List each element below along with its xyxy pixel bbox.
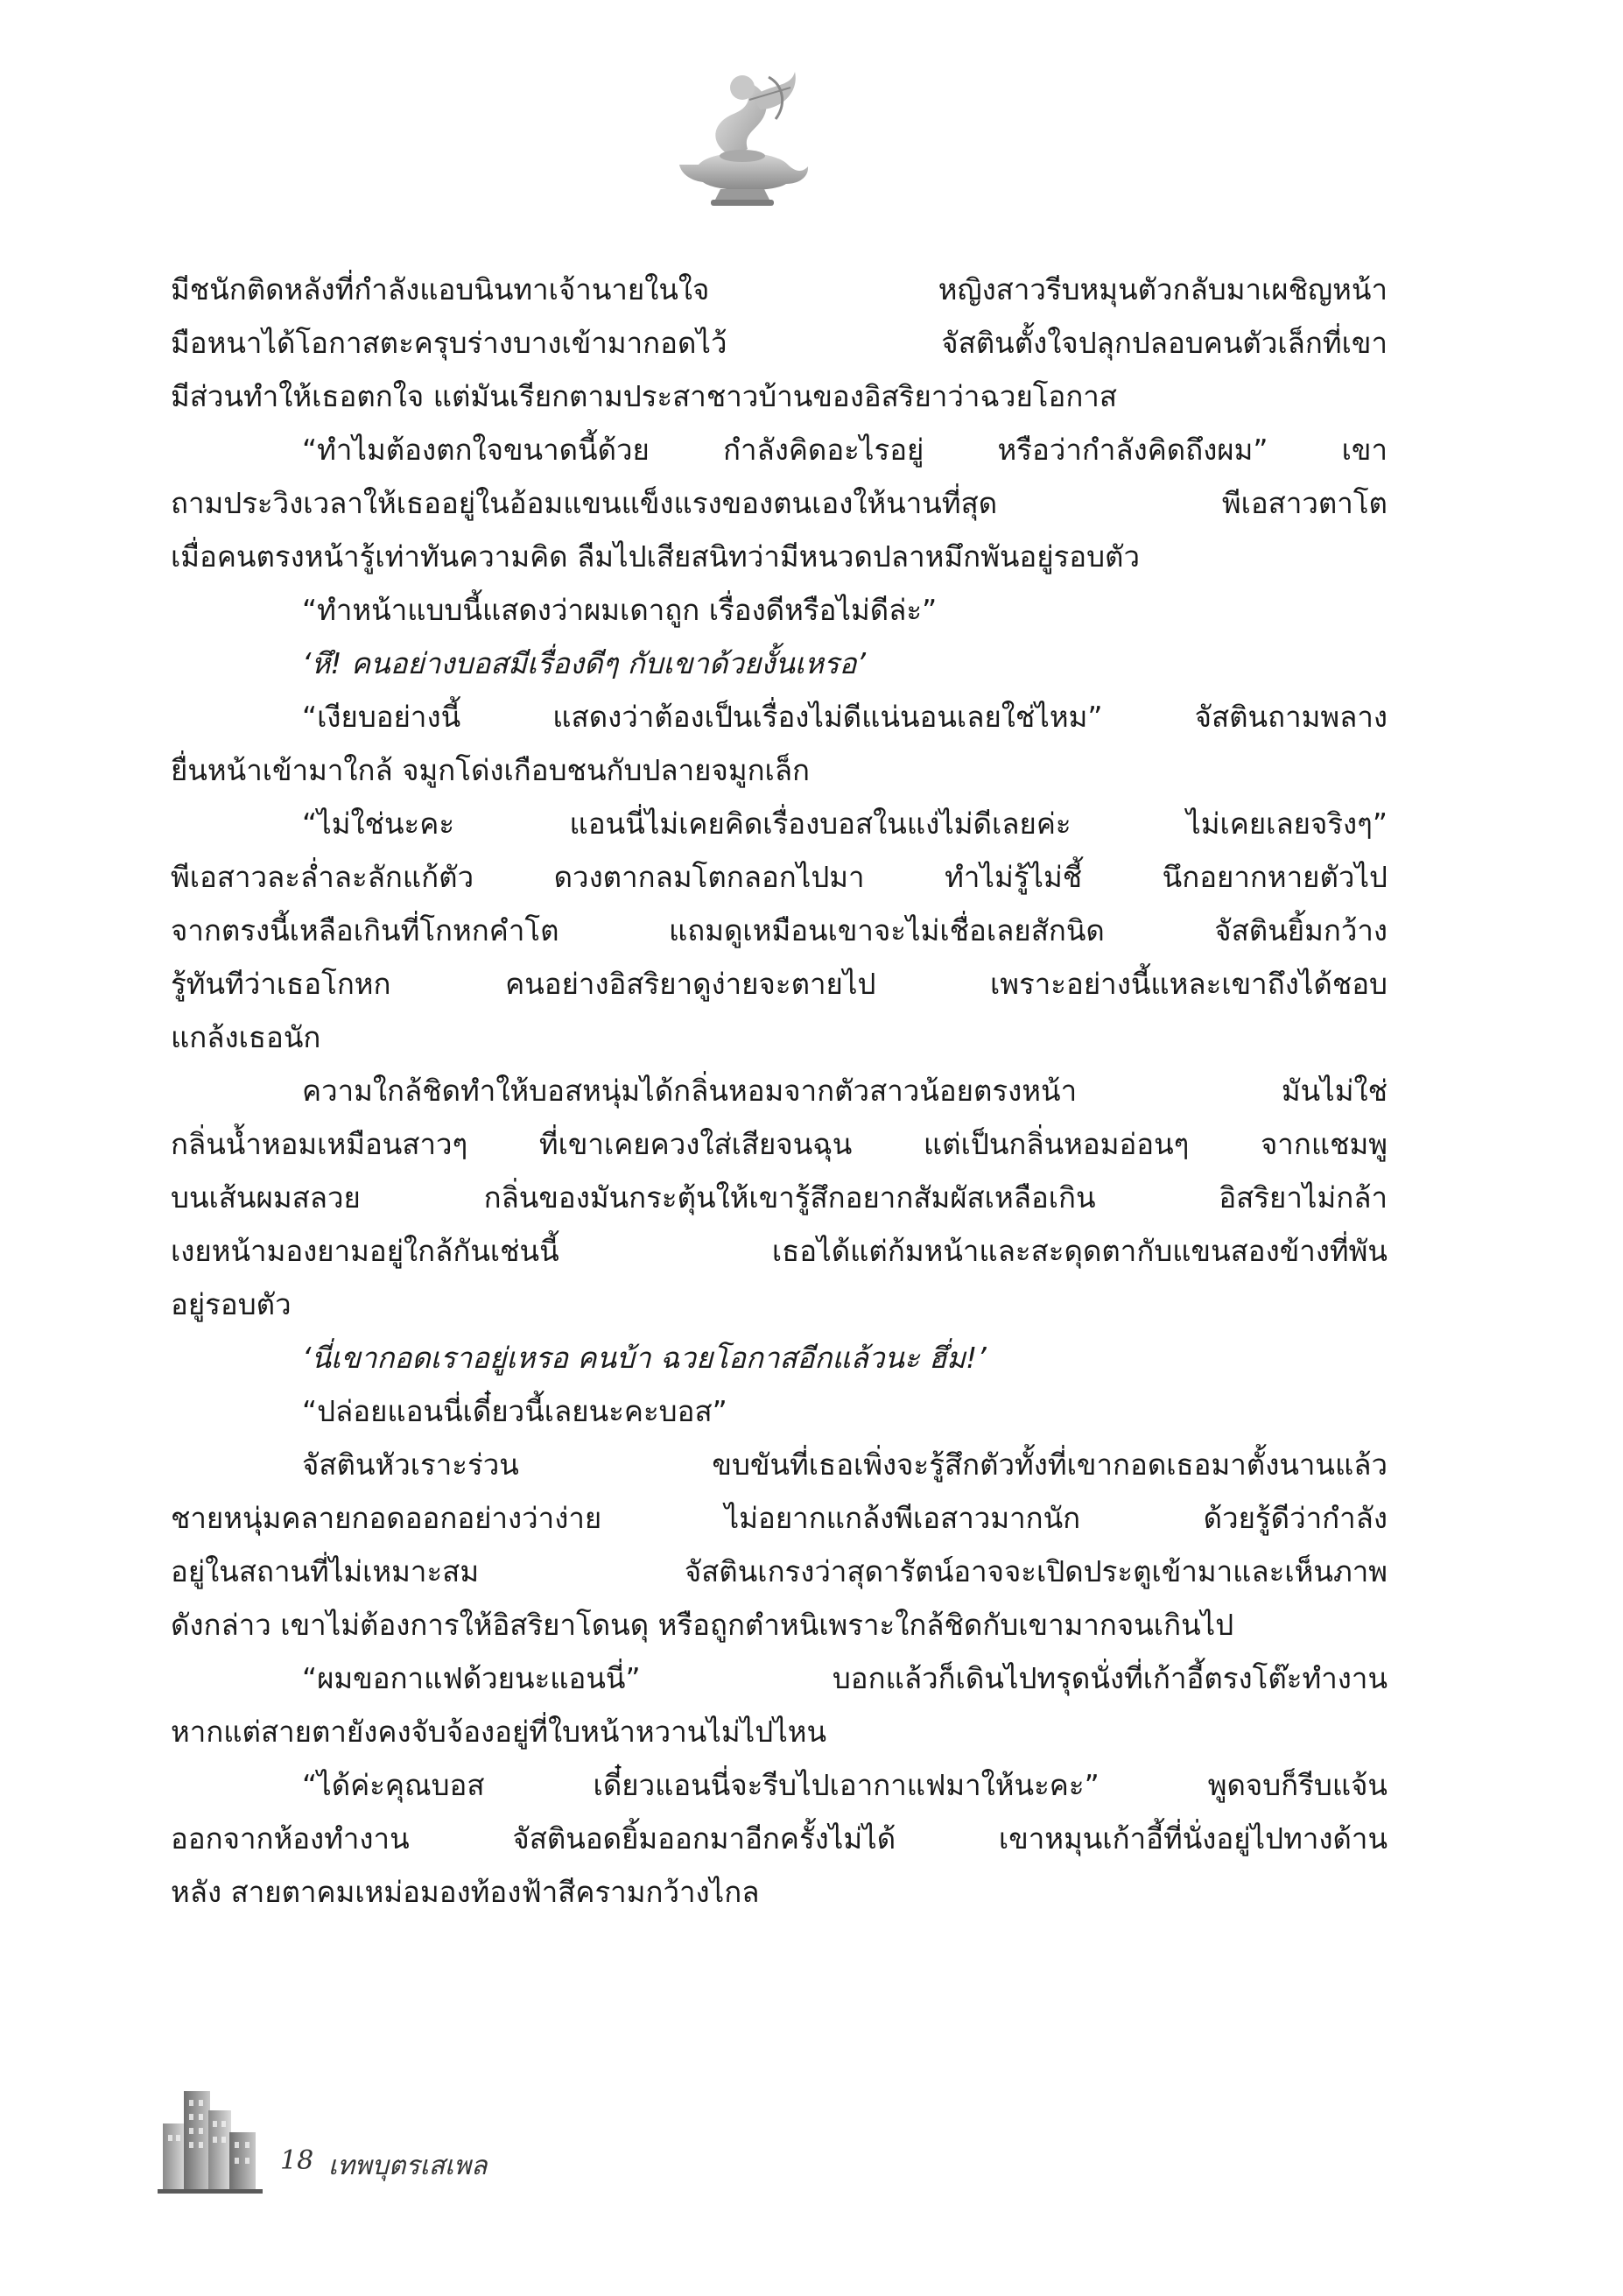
text-line: จากตรงนี้เหลือเกินที่โกหกคำโต แถมดูเหมือนเขาจะไม่เชื่อเลยสักนิด จัสตินยิ้มกว้าง [171, 913, 1388, 947]
book-title: เทพบุตรเสเพล [328, 2151, 488, 2181]
text-line: ‘นี่เขากอดเราอยู่เหรอ คนบ้า ฉวยโอกาสอีกแล้วนะ ฮึ่ม!’ [302, 1341, 987, 1375]
text-line: บนเส้นผมสลวย กลิ่นของมันกระตุ้นให้เขารู้สึกอยากสัมผัสเหลือเกิน อิสริยาไม่กล้า [171, 1180, 1388, 1215]
text-line: “ทำหน้าแบบนี้แสดงว่าผมเดาถูก เรื่องดีหรือไม่ดีล่ะ” [302, 593, 938, 627]
text-line: ดังกล่าว เขาไม่ต้องการให้อิสริยาโดนดุ หรือถูกตำหนิเพราะใกล้ชิดกับเขามากจนเกินไป [171, 1608, 1234, 1642]
text-line: ถามประวิงเวลาให้เธออยู่ในอ้อมแขนแข็งแรงของตนเองให้นานที่สุด พีเอสาวตาโต [171, 486, 1388, 520]
text-line: “ได้ค่ะคุณบอส เดี๋ยวแอนนี่จะรีบไปเอากาแฟมาให้นะคะ” พูดจบก็รีบแจ้น [302, 1768, 1388, 1802]
cupid-lamp-ornament-icon [672, 61, 812, 210]
city-buildings-icon [158, 2084, 263, 2194]
text-line: มือหนาได้โอกาสตะครุบร่างบางเข้ามากอดไว้ จัสตินตั้งใจปลุกปลอบคนตัวเล็กที่เขา [171, 326, 1388, 360]
text-line: ออกจากห้องทำงาน จัสตินอดยิ้มออกมาอีกครั้งไม่ได้ เขาหมุนเก้าอี้ที่นั่งอยู่ไปทางด้าน [171, 1821, 1388, 1856]
text-line: อยู่รอบตัว [171, 1287, 292, 1321]
text-line: “ปล่อยแอนนี่เดี๋ยวนี้เลยนะคะบอส” [302, 1394, 727, 1428]
text-line: “เงียบอย่างนี้ แสดงว่าต้องเป็นเรื่องไม่ดีแน่นอนเลยใช่ไหม” จัสตินถามพลาง [302, 700, 1388, 734]
text-line: “ไม่ใช่นะคะ แอนนี่ไม่เคยคิดเรื่องบอสในแง่ไม่ดีเลยค่ะ ไม่เคยเลยจริงๆ” [302, 806, 1388, 841]
text-line: พีเอสาวละล่ำละลักแก้ตัว ดวงตากลมโตกลอกไปมา ทำไม่รู้ไม่ชี้ นึกอยากหายตัวไป [171, 860, 1388, 894]
text-line: หากแต่สายตายังคงจับจ้องอยู่ที่ใบหน้าหวานไม่ไปไหน [171, 1715, 827, 1749]
text-line: อยู่ในสถานที่ไม่เหมาะสม จัสตินเกรงว่าสุดารัตน์อาจจะเปิดประตูเข้ามาและเห็นภาพ [171, 1554, 1388, 1588]
page-number: 18 [280, 2145, 314, 2176]
text-line: ความใกล้ชิดทำให้บอสหนุ่มได้กลิ่นหอมจากตัวสาวน้อยตรงหน้า มันไม่ใช่ [302, 1074, 1388, 1108]
text-line: รู้ทันทีว่าเธอโกหก คนอย่างอิสริยาดูง่ายจะตายไป เพราะอย่างนี้แหละเขาถึงได้ชอบ [171, 967, 1388, 1001]
text-line: หลัง สายตาคมเหม่อมองท้องฟ้าสีครามกว้างไกล [171, 1875, 760, 1909]
body-text [171, 263, 1388, 1919]
text-line: แกล้งเธอนัก [171, 1020, 321, 1054]
text-line: “ทำไมต้องตกใจขนาดนี้ด้วย กำลังคิดอะไรอยู่ หรือว่ากำลังคิดถึงผม” เขา [302, 433, 1388, 467]
text-line: ยื่นหน้าเข้ามาใกล้ จมูกโด่งเกือบชนกับปลายจมูกเล็ก [171, 753, 811, 787]
text-line: ชายหนุ่มคลายกอดออกอย่างว่าง่าย ไม่อยากแกล้งพีเอสาวมากนัก ด้วยรู้ดีว่ากำลัง [171, 1501, 1388, 1535]
text-line: มีชนักติดหลังที่กำลังแอบนินทาเจ้านายในใจ หญิงสาวรีบหมุนตัวกลับมาเผชิญหน้า [171, 272, 1388, 306]
text-line: เมื่อคนตรงหน้ารู้เท่าทันความคิด ลืมไปเสียสนิทว่ามีหนวดปลาหมึกพันอยู่รอบตัว [171, 539, 1140, 574]
text-line: ‘หึ! คนอย่างบอสมีเรื่องดีๆ กับเขาด้วยงั้นเหรอ’ [302, 646, 866, 680]
text-line: เงยหน้ามองยามอยู่ใกล้กันเช่นนี้ เธอได้แต่ก้มหน้าและสะดุดตากับแขนสองข้างที่พัน [171, 1234, 1388, 1268]
text-line: “ผมขอกาแฟด้วยนะแอนนี่” บอกแล้วก็เดินไปทรุดนั่งที่เก้าอี้ตรงโต๊ะทำงาน [302, 1661, 1388, 1695]
text-line: จัสตินหัวเราะร่วน ขบขันที่เธอเพิ่งจะรู้สึกตัวทั้งที่เขากอดเธอมาตั้งนานแล้ว [302, 1447, 1388, 1482]
page-footer [158, 2084, 770, 2198]
text-line: มีส่วนทำให้เธอตกใจ แต่มันเรียกตามประสาชาวบ้านของอิสริยาว่าฉวยโอกาส [171, 379, 1117, 413]
text-line: กลิ่นน้ำหอมเหมือนสาวๆ ที่เขาเคยควงใส่เสียจนฉุน แต่เป็นกลิ่นหอมอ่อนๆ จากแชมพู [171, 1127, 1388, 1161]
